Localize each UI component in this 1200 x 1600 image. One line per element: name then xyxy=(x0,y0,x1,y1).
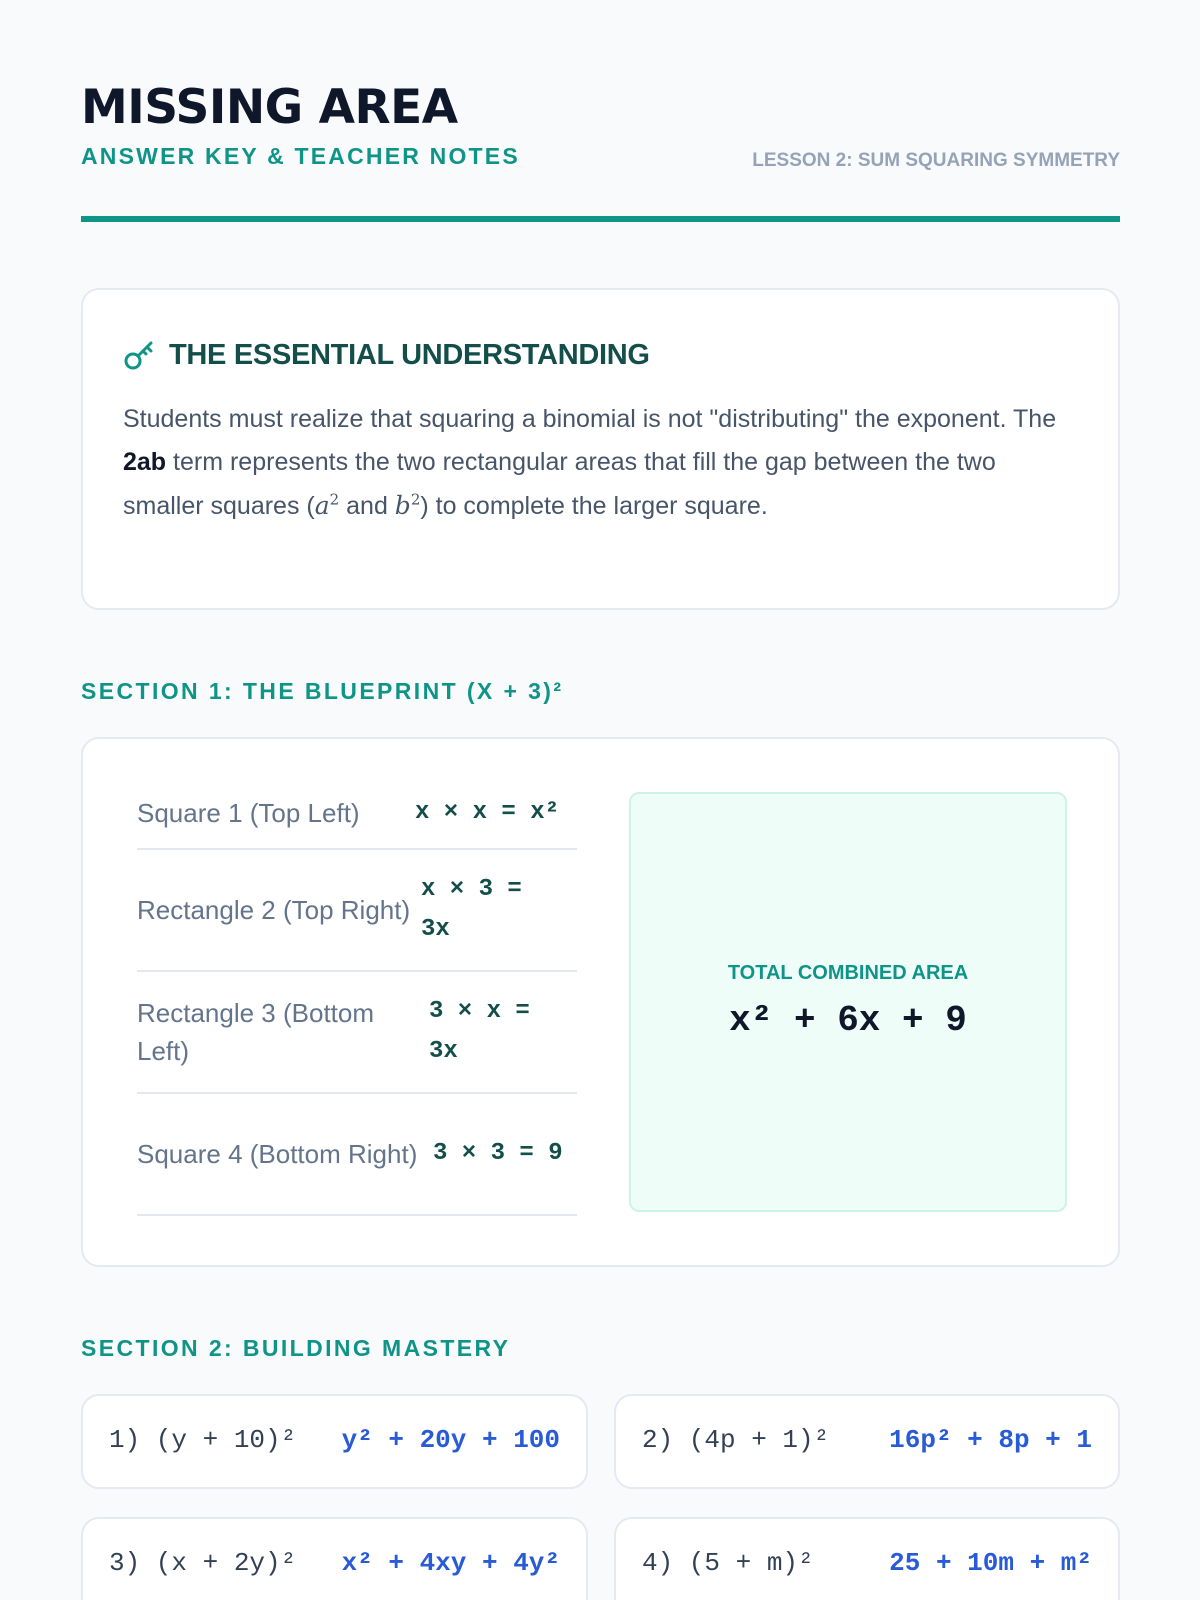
essential-text-part: term represents the two rectangular areas that fill the gap between the two smaller squares ( xyxy=(123,448,996,520)
area-expression: 3 × 3 = 9 xyxy=(433,1140,563,1167)
area-label: Rectangle 3 (Bottom Left) xyxy=(137,998,375,1066)
essential-text-part: and xyxy=(339,492,395,520)
total-area-expression: x² + 6x + 9 xyxy=(729,1000,967,1041)
answer-key-page xyxy=(81,0,1120,1578)
problem-card xyxy=(81,1394,588,1489)
area-expression: 3 × x = 3x xyxy=(429,998,530,1065)
math-var-a: a xyxy=(314,491,330,520)
problem-answer: y² + 20y + 100 xyxy=(341,1425,560,1455)
problem-text: 4) (5 + m)² xyxy=(642,1548,814,1578)
math-exponent: 2 xyxy=(410,490,421,509)
area-expression: x × 3 = 3x xyxy=(421,876,522,943)
problem-answer: 16p² + 8p + 1 xyxy=(889,1425,1092,1455)
total-area-box xyxy=(629,792,1067,1212)
problem-card xyxy=(614,1394,1120,1489)
math-var-b: b xyxy=(394,491,411,520)
page-header xyxy=(81,0,1120,222)
math-exponent: 2 xyxy=(329,490,340,509)
area-row xyxy=(137,972,577,1094)
page-subtitle: ANSWER KEY & TEACHER NOTES xyxy=(81,143,520,169)
area-label: Rectangle 2 (Top Right) xyxy=(137,895,411,925)
problem-card xyxy=(81,1517,588,1600)
area-row xyxy=(137,777,577,850)
essential-title: THE ESSENTIAL UNDERSTANDING xyxy=(169,338,650,371)
area-expression: x × x = x² xyxy=(415,798,560,826)
lesson-label: LESSON 2: SUM SQUARING SYMMETRY xyxy=(752,150,1120,171)
area-row xyxy=(137,850,577,972)
problem-text: 1) (y + 10)² xyxy=(109,1425,297,1455)
key-icon xyxy=(123,338,157,372)
problem-text: 3) (x + 2y)² xyxy=(109,1548,297,1578)
problem-answer: 25 + 10m + m² xyxy=(889,1548,1092,1578)
essential-text-part: Students must realize that squaring a binomial is not "distributing" the exponent. The xyxy=(123,405,1057,433)
problem-card xyxy=(614,1517,1120,1600)
page-title: MISSING AREA xyxy=(81,80,458,135)
section-1-label: SECTION 1: THE BLUEPRINT (X + 3)² xyxy=(81,678,564,704)
essential-understanding-card xyxy=(81,288,1120,610)
essential-bold-term: 2ab xyxy=(123,448,167,476)
area-table xyxy=(137,777,577,1216)
problem-text: 2) (4p + 1)² xyxy=(642,1425,830,1455)
area-label: Square 1 (Top Left) xyxy=(137,797,360,828)
total-area-label: TOTAL COMBINED AREA xyxy=(727,962,969,984)
area-label: Square 4 (Bottom Right) xyxy=(137,1139,418,1169)
essential-heading xyxy=(123,338,650,372)
section-2-label: SECTION 2: BUILDING MASTERY xyxy=(81,1335,511,1361)
problem-answer: x² + 4xy + 4y² xyxy=(341,1548,560,1578)
area-row xyxy=(137,1094,577,1216)
essential-text xyxy=(123,398,1083,528)
essential-text-part: ) to complete the larger square. xyxy=(420,492,768,520)
blueprint-card xyxy=(81,737,1120,1267)
